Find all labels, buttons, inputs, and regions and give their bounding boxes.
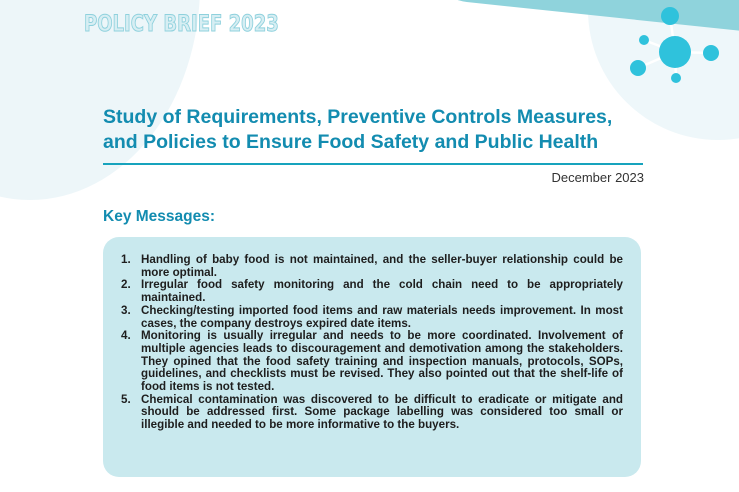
title-line-1: Study of Requirements, Preventive Controls Measures, [103, 106, 613, 128]
item-number: 1. [121, 253, 131, 266]
key-message-item [121, 394, 623, 432]
item-text: Chemical contamination was discovered to be difficult to eradicate or mitigate and should be addressed first. Some package labelling was considered too small or illegible and needed to be more informative to the buyers. [141, 392, 623, 432]
title-line-2: and Policies to Ensure Food Safety and Public Health [103, 131, 599, 153]
title-divider [103, 163, 643, 165]
key-message-item [121, 254, 623, 279]
item-number: 5. [121, 392, 131, 406]
key-message-item [121, 330, 623, 394]
key-messages-heading: Key Messages: [103, 208, 216, 225]
molecule-icon [620, 0, 739, 90]
item-text: Handling of baby food is not maintained, and the seller-buyer relationship could be more optimal. [141, 253, 623, 279]
publication-date: December 2023 [551, 170, 644, 185]
document-title [103, 105, 663, 155]
policy-brief-label: POLICY BRIEF 2023 [84, 12, 279, 37]
key-message-item [121, 305, 623, 330]
item-number: 4. [121, 329, 131, 343]
item-text: Monitoring is usually irregular and needs to be more coordinated. Involvement of multiple agencies leads to discouragement and demotivation among the stakeholders. They opined that the food safety training and inspection manuals, protocols, SOPs, guidelines, and checklists must be revised. They also pointed out that the shelf-life of food items is not tested. [141, 329, 623, 394]
item-text: Checking/testing imported food items and raw materials needs improvement. In most cases, the company destroys expired date items. [141, 303, 623, 330]
key-messages-list [121, 254, 623, 432]
key-message-item [121, 279, 623, 304]
item-number: 2. [121, 278, 131, 292]
item-text: Irregular food safety monitoring and the cold chain need to be appropriately maintained. [141, 278, 623, 305]
item-number: 3. [121, 303, 131, 317]
